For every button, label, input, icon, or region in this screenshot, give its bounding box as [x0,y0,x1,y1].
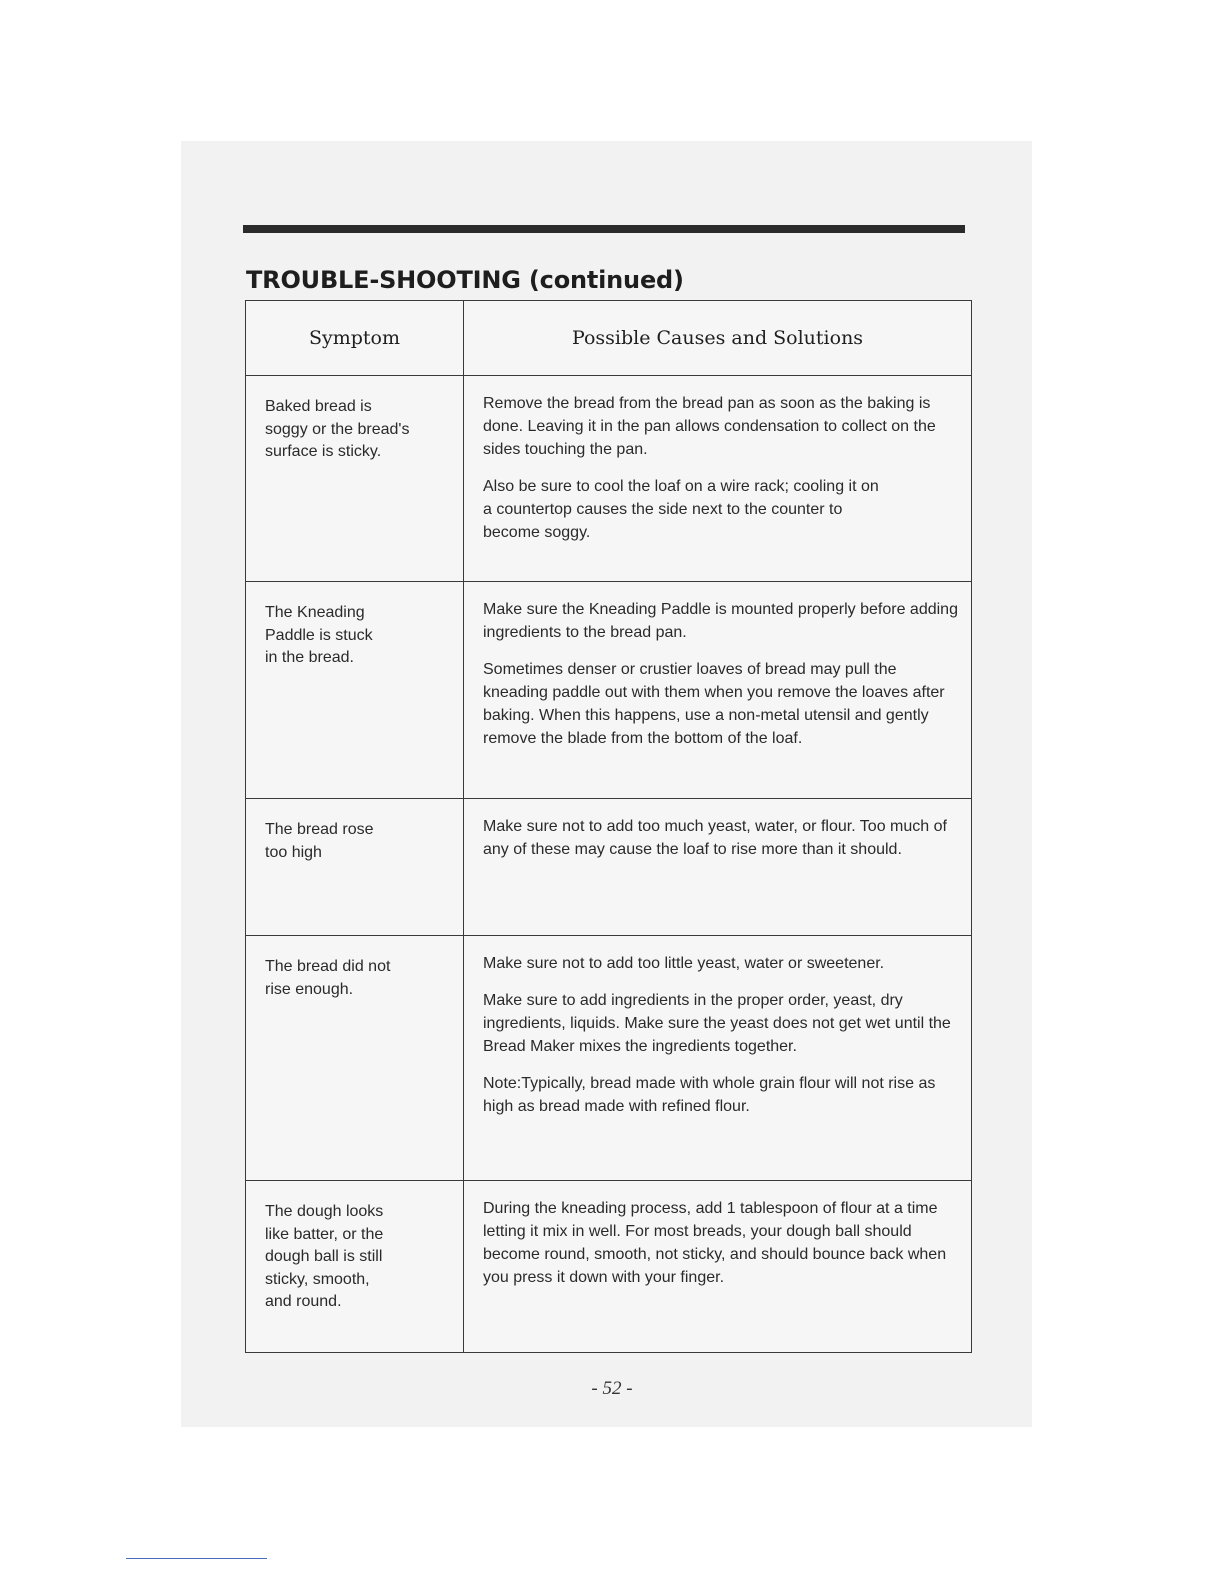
table-row [246,582,972,799]
solution-cell [464,1181,972,1353]
page-number: - 52 - [591,1378,633,1399]
symptom-cell [246,582,464,799]
solution-text: Make sure the Kneading Paddle is mounted properly before adding ingredients to the bread pan. [483,601,958,641]
solution-cell [464,376,972,582]
header-causes: Possible Causes and Solutions [464,301,972,376]
symptom-cell [246,799,464,936]
solution-text: Make sure to add ingredients in the proper order, yeast, dry ingredients, liquids. Make sure the yeast does not get wet until the Bread Maker mixes the ingredients together. [483,992,951,1055]
footer-line [126,1558,267,1559]
troubleshooting-table [245,300,972,1353]
solution-text: Make sure not to add too little yeast, water or sweetener. [483,955,885,972]
solution-text: Sometimes denser or crustier loaves of bread may pull the kneading paddle out with them when you remove the loaves after baking. When this happens, use a non-metal utensil and gently remove the blade from the bottom of the loaf. [483,661,945,747]
solution-cell [464,582,972,799]
symptom-text: The dough looks like batter, or the dough ball is still sticky, smooth, and round. [265,1203,384,1310]
symptom-text: The Kneading Paddle is stuck in the bread. [265,604,373,666]
solution-cell [464,936,972,1181]
symptom-cell [246,936,464,1181]
symptom-cell [246,376,464,582]
solution-text: Make sure not to add too much yeast, water, or flour. Too much of any of these may cause the loaf to rise more than it should. [483,818,947,858]
table-row [246,799,972,936]
page-title: TROUBLE-SHOOTING (continued) [246,266,684,294]
table-header-row [246,301,972,376]
solution-text: Also be sure to cool the loaf on a wire rack; cooling it on a countertop causes the side next to the counter to become soggy. [483,478,879,541]
symptom-cell [246,1181,464,1353]
header-symptom: Symptom [246,301,464,376]
table-row [246,936,972,1181]
symptom-text: Baked bread is soggy or the bread's surface is sticky. [265,398,410,460]
solution-text: Note:Typically, bread made with whole grain flour will not rise as high as bread made with refined flour. [483,1075,936,1115]
solution-text: During the kneading process, add 1 tablespoon of flour at a time letting it mix in well. For most breads, your dough ball should become round, smooth, not sticky, and should bounce back when you press it down with your finger. [483,1200,947,1286]
table-row [246,376,972,582]
symptom-text: The bread rose too high [265,821,374,861]
symptom-text: The bread did not rise enough. [265,958,391,998]
header-rule [243,225,965,233]
solution-text: Remove the bread from the bread pan as soon as the baking is done. Leaving it in the pan allows condensation to collect on the sides touching the pan. [483,395,936,458]
solution-cell [464,799,972,936]
table-row [246,1181,972,1353]
